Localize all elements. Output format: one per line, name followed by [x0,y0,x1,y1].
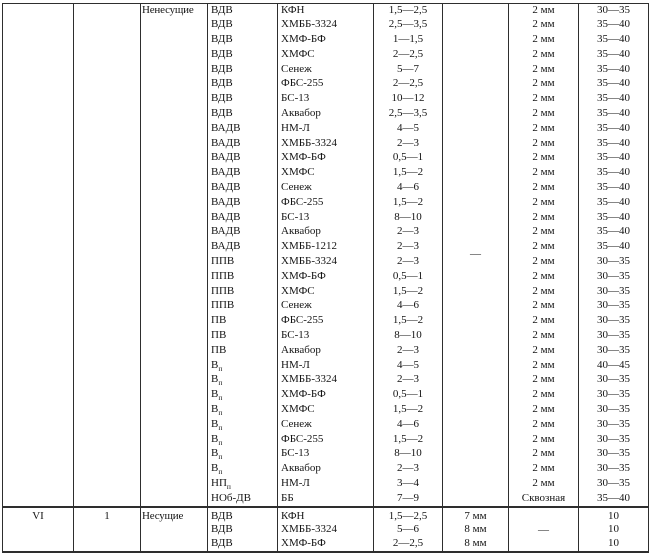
cell-moisture: 35—40 [579,137,649,152]
cell-method: ВАДВ [208,225,278,240]
cell-method: ВДВ [208,33,278,48]
cell-absorption: 3—4 [374,477,443,492]
table-row [3,4,649,19]
cell-absorption: 2—3 [374,344,443,359]
cell-depth: 2 мм [509,18,579,33]
cell-absorption: 4—6 [374,418,443,433]
cell-method: ВАДВ [208,196,278,211]
cell-absorption: 2—3 [374,373,443,388]
cell-moisture: 35—40 [579,48,649,63]
cell-method: ВДВ [208,4,278,19]
cell-method: ВДВ [208,63,278,78]
cell-preservative: Сенеж [278,299,374,314]
cell-method: ПВ [208,329,278,344]
cell-moisture: 30—35 [579,388,649,403]
cell-method: ВАДВ [208,151,278,166]
cell-preservative: БС-13 [278,211,374,226]
cell-preservative: Аквабор [278,225,374,240]
cell-absorption: 1,5—2 [374,403,443,418]
cell-depth: 2 мм [509,122,579,137]
cell-method: ППВ [208,270,278,285]
cell-absorption: 2—3 [374,240,443,255]
method-subscript: п [218,393,223,403]
cell-group [3,4,74,507]
cell-moisture: 30—35 [579,285,649,300]
cell-moisture: 35—40 [579,18,649,33]
cell-absorption: 1—1,5 [374,33,443,48]
cell-method: $В_п$ [208,447,278,462]
cell-depth: 2 мм [509,418,579,433]
cell-method: НОб-ДВ [208,492,278,507]
cell-moisture: 35—40 [579,181,649,196]
cell-gap: 8 мм [443,537,509,552]
cell-depth: 2 мм [509,196,579,211]
cell-method: $В_п$ [208,359,278,374]
cell-preservative: ХМФС [278,166,374,181]
merged-dash-cell: — [443,4,509,507]
cell-moisture: 35—40 [579,107,649,122]
cell-preservative: ФБС-255 [278,433,374,448]
cell-moisture: 35—40 [579,92,649,107]
cell-gap: 8 мм [443,523,509,538]
cell-method: ВДВ [208,537,278,552]
cell-preservative: ХМББ-3324 [278,373,374,388]
cell-method: ВДВ [208,48,278,63]
cell-gap: 7 мм [443,507,509,523]
cell-depth: 2 мм [509,4,579,19]
method-subscript: п [218,408,223,418]
cell-depth: 2 мм [509,107,579,122]
cell-depth: 2 мм [509,477,579,492]
cell-depth: 2 мм [509,359,579,374]
cell-depth: 2 мм [509,329,579,344]
cell-absorption: 4—5 [374,359,443,374]
cell-method: ВДВ [208,523,278,538]
cell-moisture: 30—35 [579,477,649,492]
cell-depth: 2 мм [509,388,579,403]
cell-preservative: ХМФ-БФ [278,33,374,48]
cell-moisture: 35—40 [579,211,649,226]
cell-preservative: ХМББ-3324 [278,18,374,33]
cell-absorption: 2,5—3,5 [374,107,443,122]
cell-moisture: 30—35 [579,344,649,359]
cell-preservative: ХМФС [278,285,374,300]
cell-method: $В_п$ [208,388,278,403]
cell-moisture: 10 [579,537,649,552]
cell-absorption: 4—6 [374,299,443,314]
cell-moisture: 30—35 [579,4,649,19]
cell-preservative: ФБС-255 [278,314,374,329]
cell-preservative: БС-13 [278,92,374,107]
cell-moisture: 30—35 [579,462,649,477]
cell-method: ВДВ [208,18,278,33]
cell-absorption: 10—12 [374,92,443,107]
cell-depth: 2 мм [509,151,579,166]
cell-preservative: Сенеж [278,63,374,78]
cell-moisture: 35—40 [579,33,649,48]
cell-depth: 2 мм [509,33,579,48]
cell-item [74,4,141,507]
cell-depth: 2 мм [509,166,579,181]
cell-preservative: КФН [278,4,374,19]
cell-absorption: 2,5—3,5 [374,18,443,33]
cell-method: ВДВ [208,77,278,92]
cell-absorption: 1,5—2 [374,285,443,300]
cell-absorption: 2—3 [374,137,443,152]
merged-dash-cell: — [509,507,579,552]
cell-preservative: Аквабор [278,107,374,122]
cell-preservative: ХМББ-3324 [278,137,374,152]
cell-group: VI [3,507,74,552]
cell-depth: 2 мм [509,285,579,300]
cell-preservative: ББ [278,492,374,507]
cell-method: $В_п$ [208,403,278,418]
preservation-table [2,3,649,553]
cell-depth: 2 мм [509,270,579,285]
cell-absorption: 4—6 [374,181,443,196]
cell-method: ВАДВ [208,137,278,152]
cell-moisture: 30—35 [579,255,649,270]
cell-absorption: 8—10 [374,329,443,344]
cell-preservative: ХМФС [278,48,374,63]
cell-method: ВДВ [208,507,278,523]
cell-absorption: 1,5—2 [374,196,443,211]
cell-moisture: 30—35 [579,403,649,418]
cell-preservative: ХМФ-БФ [278,388,374,403]
cell-preservative: Аквабор [278,344,374,359]
cell-absorption: 1,5—2 [374,314,443,329]
cell-preservative: ХМФ-БФ [278,537,374,552]
cell-preservative: ХМФС [278,403,374,418]
cell-absorption: 0,5—1 [374,151,443,166]
cell-preservative: Сенеж [278,418,374,433]
cell-moisture: 35—40 [579,492,649,507]
cell-preservative: Сенеж [278,181,374,196]
cell-depth: 2 мм [509,344,579,359]
cell-moisture: 30—35 [579,299,649,314]
cell-depth: 2 мм [509,77,579,92]
cell-method: ВАДВ [208,211,278,226]
cell-absorption: 7—9 [374,492,443,507]
cell-method: ППВ [208,255,278,270]
cell-preservative: БС-13 [278,329,374,344]
cell-method: ППВ [208,299,278,314]
method-subscript: п [218,378,223,388]
cell-absorption: 0,5—1 [374,270,443,285]
method-subscript: п [226,482,231,492]
method-subscript: п [218,437,223,447]
cell-depth: 2 мм [509,137,579,152]
cell-moisture: 30—35 [579,373,649,388]
cell-method: ВДВ [208,107,278,122]
cell-moisture: 35—40 [579,166,649,181]
cell-method: ВАДВ [208,166,278,181]
cell-depth: 2 мм [509,299,579,314]
cell-method: $НП_п$ [208,477,278,492]
cell-absorption: 5—7 [374,63,443,78]
method-subscript: п [218,423,223,432]
cell-purpose: Несущие [141,507,208,552]
cell-moisture: 30—35 [579,418,649,433]
cell-method: ВАДВ [208,240,278,255]
cell-depth: 2 мм [509,447,579,462]
cell-method: ВАДВ [208,181,278,196]
cell-moisture: 35—40 [579,240,649,255]
cell-absorption: 2—3 [374,255,443,270]
cell-absorption: 2—2,5 [374,48,443,63]
cell-depth: 2 мм [509,63,579,78]
cell-preservative: ХМББ-1212 [278,240,374,255]
cell-moisture: 35—40 [579,151,649,166]
cell-moisture: 10 [579,507,649,523]
cell-depth: 2 мм [509,181,579,196]
cell-method: $В_п$ [208,418,278,433]
cell-moisture: 35—40 [579,77,649,92]
cell-absorption: 4—5 [374,122,443,137]
cell-preservative: ХМББ-3324 [278,523,374,538]
cell-preservative: ХМББ-3324 [278,255,374,270]
cell-depth: 2 мм [509,314,579,329]
cell-moisture: 30—35 [579,270,649,285]
cell-depth: 2 мм [509,255,579,270]
cell-preservative: ФБС-255 [278,196,374,211]
table-row [3,507,649,523]
cell-preservative: ФБС-255 [278,77,374,92]
cell-method: ВДВ [208,92,278,107]
cell-preservative: НМ-Л [278,122,374,137]
cell-preservative: ХМФ-БФ [278,270,374,285]
cell-absorption: 2—3 [374,462,443,477]
cell-item: 1 [74,507,141,552]
table-body [3,4,649,552]
method-subscript: п [218,467,223,477]
cell-method: ПВ [208,344,278,359]
cell-absorption: 5—6 [374,523,443,538]
cell-absorption: 2—2,5 [374,77,443,92]
cell-depth: 2 мм [509,225,579,240]
method-subscript: п [218,363,223,373]
cell-absorption: 8—10 [374,447,443,462]
cell-depth: 2 мм [509,48,579,63]
cell-absorption: 1,5—2 [374,433,443,448]
cell-method: ППВ [208,285,278,300]
cell-method: $В_п$ [208,373,278,388]
cell-absorption: 1,5—2,5 [374,507,443,523]
cell-moisture: 40—45 [579,359,649,374]
cell-absorption: 2—2,5 [374,537,443,552]
cell-preservative: БС-13 [278,447,374,462]
cell-moisture: 35—40 [579,225,649,240]
cell-moisture: 30—35 [579,433,649,448]
cell-depth: 2 мм [509,92,579,107]
cell-moisture: 30—35 [579,314,649,329]
cell-preservative: КФН [278,507,374,523]
cell-purpose: Ненесущие [141,4,208,507]
cell-moisture: 35—40 [579,196,649,211]
cell-depth: Сквозная [509,492,579,507]
cell-absorption: 0,5—1 [374,388,443,403]
cell-method: $В_п$ [208,433,278,448]
cell-depth: 2 мм [509,240,579,255]
cell-preservative: НМ-Л [278,359,374,374]
cell-moisture: 35—40 [579,63,649,78]
cell-depth: 2 мм [509,462,579,477]
cell-depth: 2 мм [509,433,579,448]
cell-preservative: Аквабор [278,462,374,477]
cell-preservative: ХМФ-БФ [278,151,374,166]
cell-preservative: НМ-Л [278,477,374,492]
cell-moisture: 10 [579,523,649,538]
cell-moisture: 30—35 [579,329,649,344]
method-subscript: п [218,452,223,462]
cell-absorption: 8—10 [374,211,443,226]
cell-depth: 2 мм [509,373,579,388]
cell-moisture: 30—35 [579,447,649,462]
cell-method: ПВ [208,314,278,329]
cell-method: $В_п$ [208,462,278,477]
cell-depth: 2 мм [509,403,579,418]
cell-absorption: 2—3 [374,225,443,240]
cell-moisture: 35—40 [579,122,649,137]
cell-absorption: 1,5—2,5 [374,4,443,19]
cell-depth: 2 мм [509,211,579,226]
cell-method: ВАДВ [208,122,278,137]
cell-absorption: 1,5—2 [374,166,443,181]
